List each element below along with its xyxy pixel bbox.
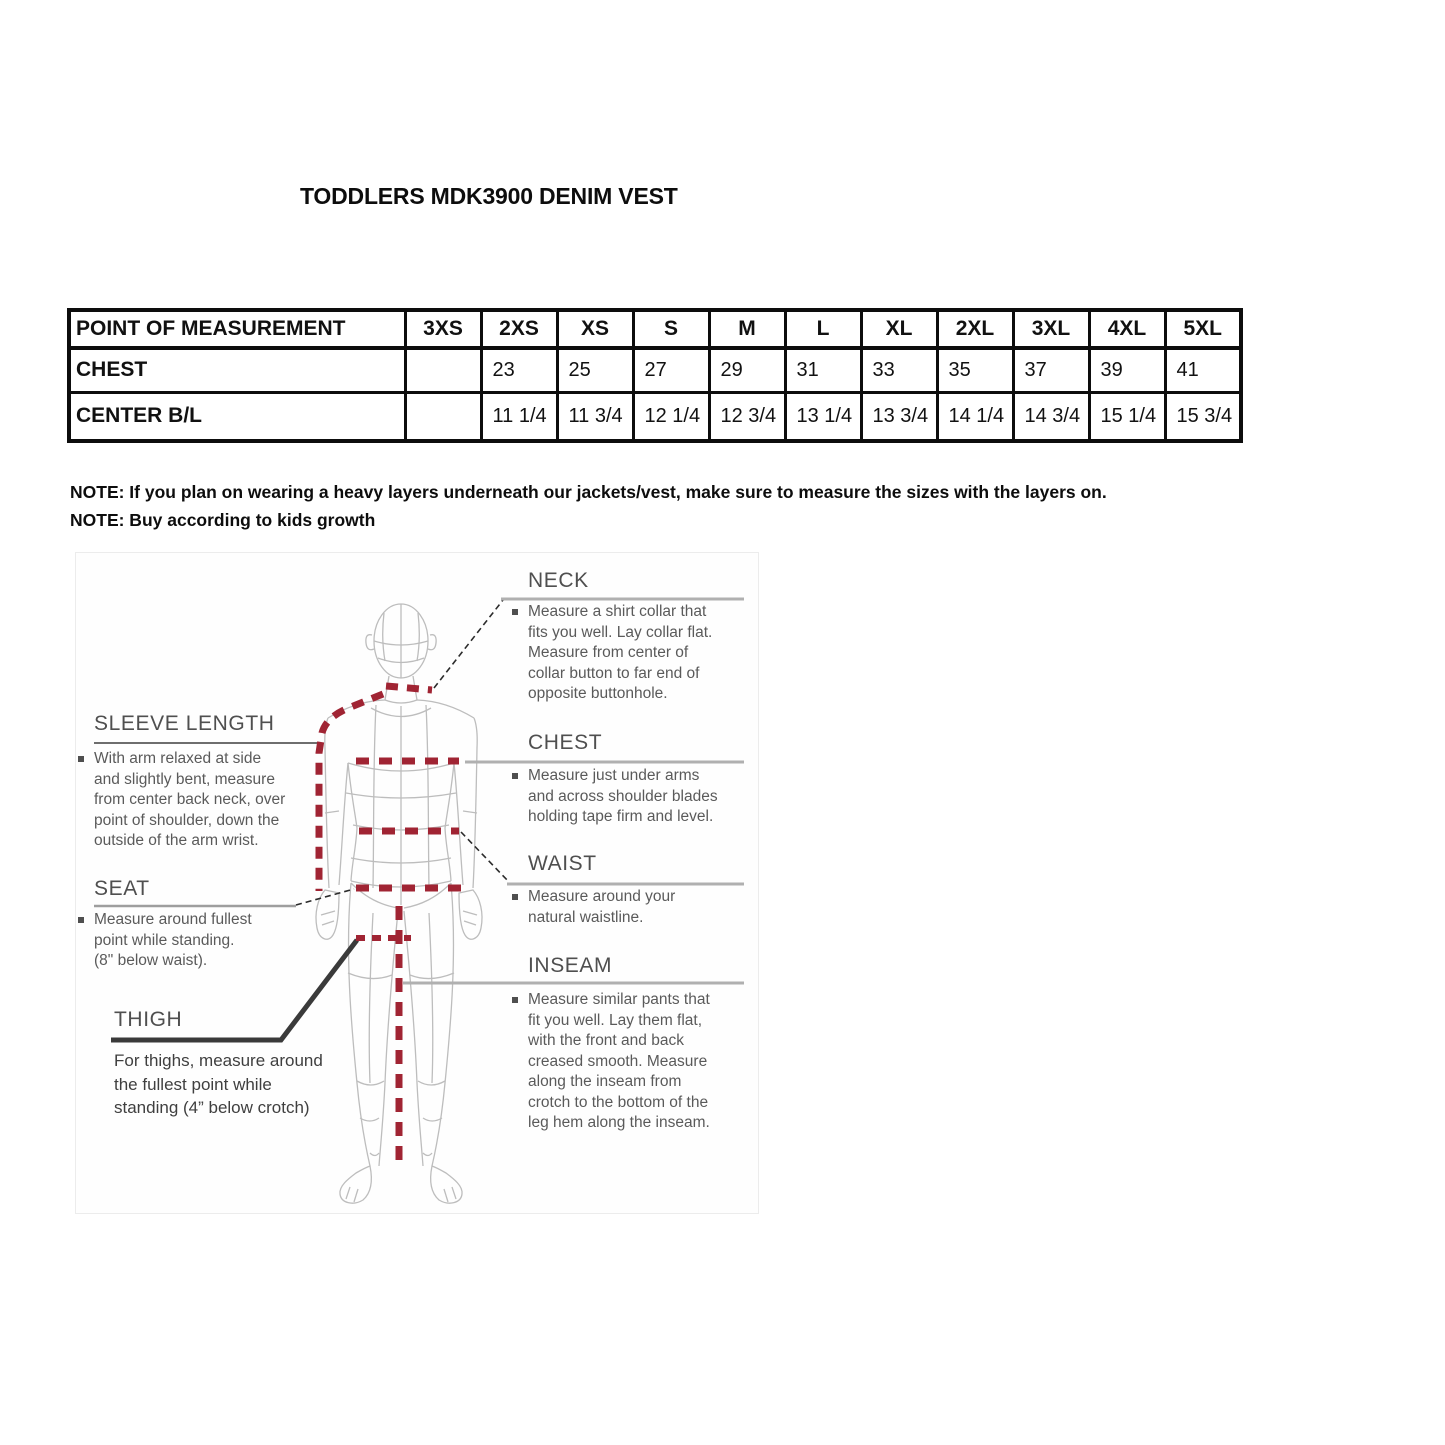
chest-description: Measure just under arms and across shoulder blades holding tape firm and level. (528, 766, 718, 828)
note-kids-growth: NOTE: Buy according to kids growth (70, 510, 376, 530)
col-header-2xl: 2XL (937, 310, 1013, 348)
col-header-point-of-measurement: POINT OF MEASUREMENT (69, 310, 405, 348)
col-header-xl: XL (861, 310, 937, 348)
waist-description: Measure around your natural waistline. (528, 887, 675, 928)
seat-description: Measure around fullest point while standing. (8" below waist). (94, 910, 252, 972)
col-header-l: L (785, 310, 861, 348)
chest-2xl: 35 (937, 348, 1013, 392)
sleeve-length-bullet-icon (78, 756, 84, 762)
seat-leader-line (296, 889, 354, 905)
table-row-center-bl (69, 392, 1241, 441)
col-header-4xl: 4XL (1089, 310, 1165, 348)
row-label-center-bl: CENTER B/L (69, 392, 405, 441)
measurement-diagram (75, 552, 759, 1214)
col-header-3xl: 3XL (1013, 310, 1089, 348)
centerbl-xl: 13 3/4 (861, 392, 937, 441)
chest-xs: 25 (557, 348, 633, 392)
centerbl-xs: 11 3/4 (557, 392, 633, 441)
col-header-3xs: 3XS (405, 310, 481, 348)
chest-bullet-icon (512, 773, 518, 779)
waist-heading: WAIST (528, 852, 597, 875)
waist-bullet-icon (512, 894, 518, 900)
inseam-bullet-icon (512, 997, 518, 1003)
centerbl-5xl: 15 3/4 (1165, 392, 1241, 441)
measurement-dash-lines (319, 686, 461, 1161)
centerbl-m: 12 3/4 (709, 392, 785, 441)
seat-bullet-icon (78, 917, 84, 923)
centerbl-s: 12 1/4 (633, 392, 709, 441)
chest-3xl: 37 (1013, 348, 1089, 392)
neck-heading: NECK (528, 569, 589, 592)
col-header-5xl: 5XL (1165, 310, 1241, 348)
neck-dash-line (386, 686, 432, 690)
centerbl-3xs (405, 392, 481, 441)
size-table (67, 308, 1243, 443)
col-header-s: S (633, 310, 709, 348)
notes-block (70, 478, 1170, 534)
neck-description: Measure a shirt collar that fits you well. Lay collar flat. Measure from center of collar button to far end of opposite buttonhole. (528, 602, 712, 705)
inseam-description: Measure similar pants that fit you well. Lay them flat, with the front and back creased smooth. Measure along the inseam from crotch to the bottom of the leg hem along the inseam. (528, 990, 710, 1134)
row-label-chest: CHEST (69, 348, 405, 392)
chest-4xl: 39 (1089, 348, 1165, 392)
page-title: TODDLERS MDK3900 DENIM VEST (300, 183, 678, 209)
chest-l: 31 (785, 348, 861, 392)
col-header-2xs: 2XS (481, 310, 557, 348)
chest-5xl: 41 (1165, 348, 1241, 392)
neck-bullet-icon (512, 609, 518, 615)
chest-3xs (405, 348, 481, 392)
seat-heading: SEAT (94, 877, 150, 900)
chest-m: 29 (709, 348, 785, 392)
note-heavy-layers: NOTE: If you plan on wearing a heavy layers underneath our jackets/vest, make sure to measure the sizes with the layers on. (70, 482, 1107, 502)
sleeve-length-heading: SLEEVE LENGTH (94, 712, 275, 735)
sleeve-length-description: With arm relaxed at side and slightly bent, measure from center back neck, over point of shoulder, down the outside of the arm wrist. (94, 749, 285, 852)
centerbl-4xl: 15 1/4 (1089, 392, 1165, 441)
mannequin-outline (316, 604, 482, 1203)
chest-heading: CHEST (528, 731, 603, 754)
waist-leader-line (461, 832, 509, 882)
size-table-header-row (69, 310, 1241, 348)
thigh-description: For thighs, measure around the fullest point while standing (4” below crotch) (114, 1051, 323, 1117)
neck-leader-line (434, 600, 503, 688)
centerbl-2xs: 11 1/4 (481, 392, 557, 441)
centerbl-3xl: 14 3/4 (1013, 392, 1089, 441)
table-row-chest (69, 348, 1241, 392)
centerbl-2xl: 14 1/4 (937, 392, 1013, 441)
inseam-heading: INSEAM (528, 954, 613, 977)
col-header-m: M (709, 310, 785, 348)
chest-2xs: 23 (481, 348, 557, 392)
thigh-heading: THIGH (114, 1008, 183, 1031)
chest-s: 27 (633, 348, 709, 392)
chest-xl: 33 (861, 348, 937, 392)
col-header-xs: XS (557, 310, 633, 348)
centerbl-l: 13 1/4 (785, 392, 861, 441)
